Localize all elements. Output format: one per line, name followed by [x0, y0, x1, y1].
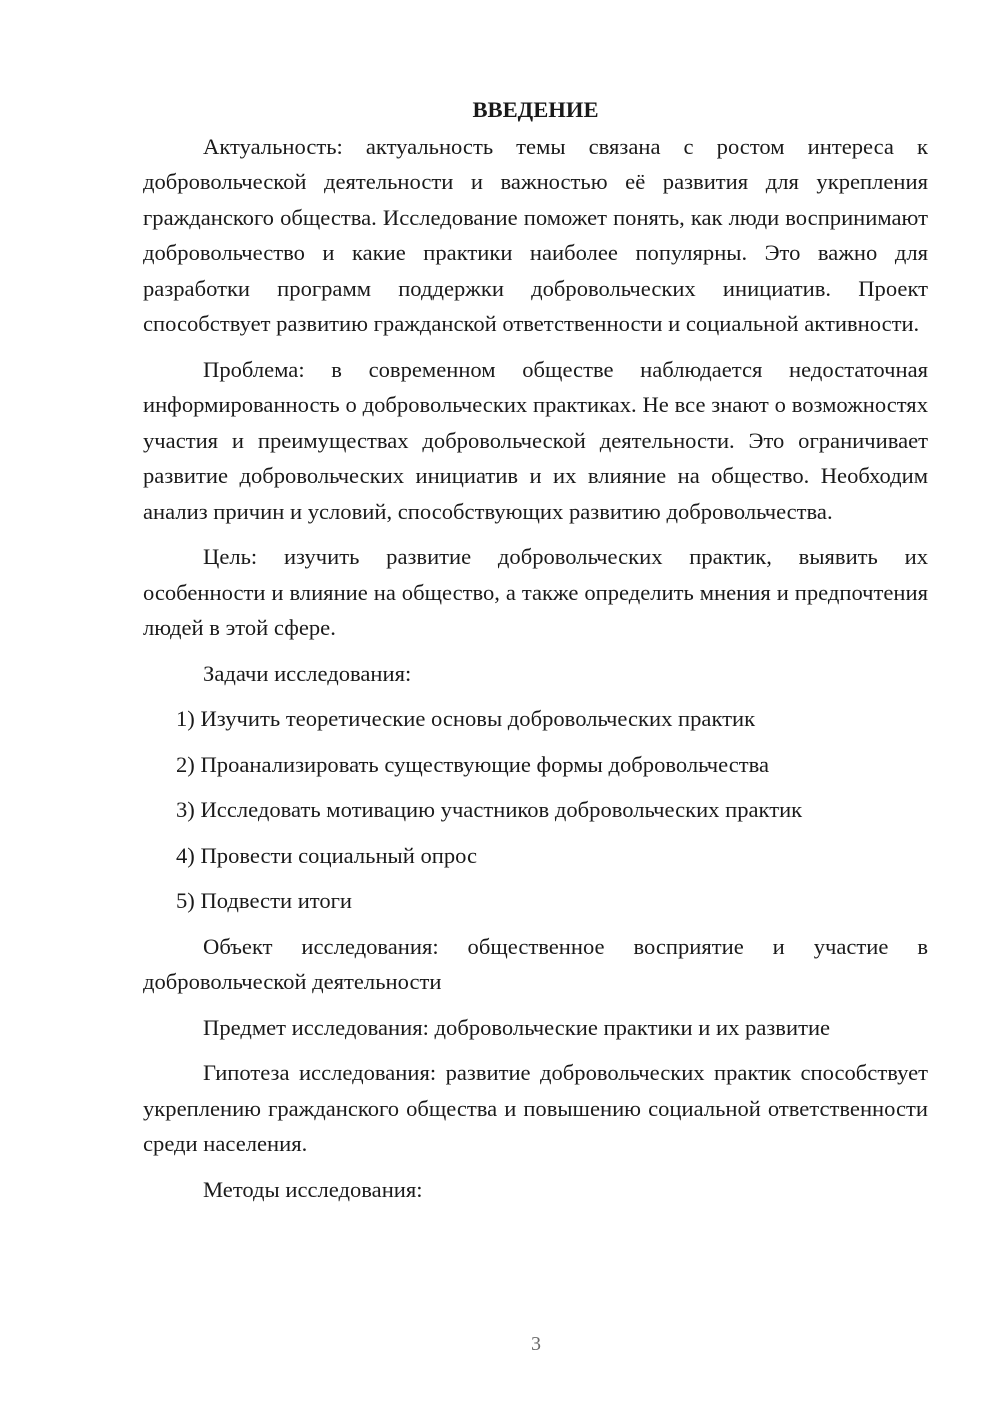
relevance-paragraph: Актуальность: актуальность темы связана с ростом интереса к добровольческой деятельности и важностью её развития для укрепления гражданского общества. Исследование поможет понять, как люди воспринимают добровольчество и какие практики наиболее популярны. Это важно для разработки программ поддержки добровольческих инициатив. Проект способствует развитию гражданской ответственности и социальной активности. [143, 133, 928, 336]
task-list-item: 4) Провести социальный опрос [176, 842, 478, 868]
task-list-item: 1) Изучить теоретические основы добровольческих практик [176, 706, 756, 731]
goal-paragraph: Цель: изучить развитие добровольческих практик, выявить их особенности и влияние на общество, а также определить мнения и предпочтения людей в этой сфере. [143, 544, 928, 640]
methods-heading: Методы исследования: [203, 1176, 423, 1202]
subject-paragraph: Предмет исследования: добровольческие практики и их развитие [203, 1014, 831, 1040]
page-title: ВВЕДЕНИЕ [472, 97, 599, 122]
page-number: 3 [531, 1333, 541, 1355]
task-list-item: 3) Исследовать мотивацию участников добровольческих практик [176, 797, 803, 822]
problem-paragraph: Проблема: в современном обществе наблюдается недостаточная информированность о добровольческих практиках. Не все знают о возможностях участия и преимуществах добровольческой деятельности. Это ограничивает развитие добровольческих инициатив и их влияние на общество. Необходим анализ причин и условий, способствующих развитию добровольчества. [143, 356, 928, 524]
task-list-item: 5) Подвести итоги [176, 888, 353, 913]
object-paragraph: Объект исследования: общественное восприятие и участие в добровольческой деятельности [143, 933, 928, 994]
tasks-heading: Задачи исследования: [203, 660, 412, 686]
task-list-item: 2) Проанализировать существующие формы добровольчества [176, 751, 770, 777]
document-page [143, 92, 928, 1217]
hypothesis-paragraph: Гипотеза исследования: развитие добровольческих практик способствует укреплению гражданского общества и повышению социальной ответственности среди населения. [143, 1060, 928, 1156]
